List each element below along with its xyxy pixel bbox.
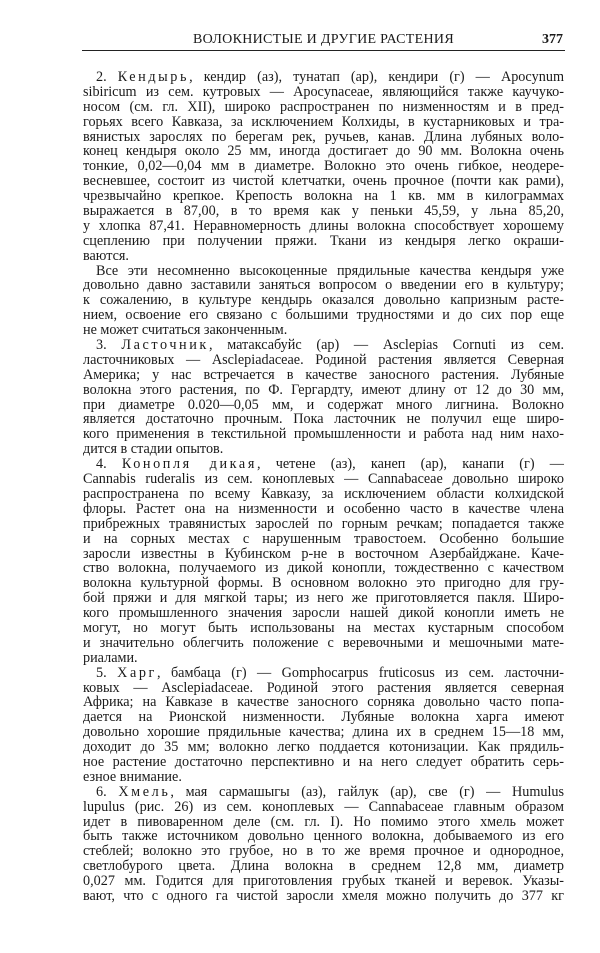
text-line [83,189,564,204]
text-line [83,398,564,413]
line-text: Африка; на Кавказе в качестве заносного сорняка довольно часто попа- [83,694,564,711]
text-line [83,636,564,651]
text-line [83,889,564,904]
line-text: кого применения в текстильной промышленности и работа над ним нахо- [83,426,564,443]
text-line [83,770,564,785]
text-line [83,472,564,487]
text-line [83,293,564,308]
plant-name: Харг [117,664,157,681]
line-text: ковых — Asclepiadaceae. Родиной этого растения является северная [83,679,564,696]
line-text: sibiricum из сем. кутровых — Apocynaceae, являющийся также каучуко- [83,83,564,100]
line-text: не может считаться законченным. [83,322,288,339]
text-line [83,561,564,576]
line-text: риалами. [83,649,138,666]
line-text: Все эти несомненно высокоценные прядильные качества кендыря уже [96,262,564,279]
line-text: кого промышленного значения заросли нашей дикой конопли иметь не [83,605,564,622]
text-line [83,383,564,398]
line-text: является достаточно прочным. Пока ласточник не получил еще широ- [83,411,564,428]
text-line [83,740,564,755]
text-line [83,100,564,115]
line-text: довольно давно заставили заняться вопросом о введении его в культуру; [83,277,564,294]
line-text: , четене (аз), канеп (ар), канапи (г) — [256,456,564,473]
line-text: lupulus (рис. 26) из сем. коноплевых — Cannabaceae главным образом [83,798,564,815]
text-line [83,621,564,636]
line-text: ваются. [83,247,129,264]
line-text: , кендир (аз), тунатап (ар), кендири (г) — Apocynum [189,69,564,85]
line-text: при диаметре 0.020—0,05 мм, и содержат много лигнина. Волокно [83,396,564,413]
text-line [83,844,564,859]
chapter-title: ВОЛОКНИСТЫЕ И ДРУГИЕ РАСТЕНИЯ [193,32,454,47]
text-line [83,829,564,844]
line-text: вянистых зарослях по берегам рек, ручьев, канав. Длина лубяных воло- [83,128,564,145]
line-text: быть также источником довольно ценного волокна, добываемого из его [83,828,564,845]
text-line [83,800,564,815]
line-text: прибрежных травянистых зарослей по горным речкам; попадается также [83,515,564,532]
line-text: ство волокна, получаемого из дикой конопли, тождественно с качеством [83,560,564,577]
text-line [83,159,564,174]
item-number: 6. [96,783,119,800]
line-text: езное внимание. [83,768,182,785]
text-line [83,606,564,621]
plant-name: Конопля дикая [121,456,257,473]
line-text: и на сорных местах с нарушенным травостоем. Особенно большие [83,530,564,547]
text-line [83,547,564,562]
text-line [83,323,564,338]
line-text: чрезвычайно крепкое. Крепость волокна на 1 кв. мм в килограммах [83,188,564,205]
text-line [83,755,564,770]
text-line [83,427,564,442]
text-line [83,130,564,145]
running-header [82,30,565,51]
line-text: дится в стадии опытов. [83,441,224,458]
line-text: , мая сармашыгы (аз), гайлук (ар), све (г) — Humulus [170,783,565,800]
plant-name: Хмель [118,783,171,800]
line-text: волокна этого растения, по Ф. Гергардту, имеют длину от 12 до 30 мм, [83,381,564,398]
line-text: конец кендыря около 25 мм, иногда достигает до 90 мм. Волокна очень [83,143,564,160]
text-line [83,353,564,368]
item-number: 5. [96,664,118,681]
line-text: выражается в 87,00, в то время как у пеньки 45,59, у льна 85,20, [83,203,564,220]
text-line [83,115,564,130]
page-number: 377 [542,32,563,47]
line-text: горьях всего Кавказа, за исключением Колхиды, в кустарниковых и тра- [83,113,564,130]
text-line [83,174,564,189]
text-line [83,219,564,234]
text-line [83,338,564,353]
text-line [83,859,564,874]
text-line [83,517,564,532]
item-number: 2. [96,69,118,85]
line-text: стеблей; волокно это грубое, но в то же время прочное и однородное, [83,843,564,860]
line-text: дается на Рионской низменности. Лубяные волокна харга имеют [83,709,564,726]
line-text: , бамбаца (г) — Gomphocarpus fruticosus из сем. ласточни- [156,664,564,681]
line-text: ное растение достаточно перспективно и на него следует обратить серь- [83,753,564,770]
text-line [83,815,564,830]
line-text: 0,027 мм. Годится для приготовления грубых тканей и веревок. Указы- [83,873,564,890]
line-text: , матаксабуйс (ар) — Asclepias Cornuti из сем. [208,337,564,354]
text-line [83,681,564,696]
text-line [83,576,564,591]
line-text: вают, что с одного га чистой заросли хмеля можно получить до 377 кг [83,887,564,904]
text-line [83,264,564,279]
line-text: могут, но могут быть использованы на местах кустарным способом [83,619,564,636]
line-text: сцеплению при получении пряжи. Ткани из кендыря легко окраши- [83,232,564,249]
line-text: к сожалению, в культуре кендырь оказался довольно капризным расте- [83,292,564,309]
text-line [83,144,564,159]
text-line [83,70,564,85]
text-line [83,785,564,800]
text-line [83,278,564,293]
plant-name: Ласточник [121,337,209,354]
line-text: у хлопка 87,41. Неравномерность длины волокна способствует хорошему [83,217,564,234]
text-line [83,651,564,666]
text-line [83,204,564,219]
line-text: идет в пивоваренном деле (см. гл. I). Но помимо этого хмель может [83,813,564,830]
line-text: довольно хорошие прядильные качества; длина их в среднем 15—18 мм, [83,724,564,741]
line-text: распространена по всему Кавказу, за исключением области колхидской [83,485,564,502]
line-text: и значительно облегчить положение с веревочными и мешочными мате- [83,634,564,651]
item-number: 3. [96,337,122,354]
line-text: светлобурого цвета. Длина волокна в среднем 12,8 мм, диаметр [83,858,564,875]
text-line [83,502,564,517]
text-line [83,710,564,725]
line-text: Cannabis ruderalis из сем. коноплевых — Cannabaceae довольно широко [83,471,564,488]
text-line [83,457,564,472]
body-text [83,70,564,904]
line-text: весневшее, состоит из чистой клетчатки, очень прочное (почти как рами), [83,173,564,190]
text-line [83,442,564,457]
text-line [83,666,564,681]
text-line [83,368,564,383]
line-text: носом (см. гл. XII), широко распространен по низменностям и в пред- [83,98,564,115]
text-line [83,487,564,502]
text-line [83,532,564,547]
line-text: бой пряжи и для мягкой тары; из него же приготовляется пакля. Широ- [83,590,564,607]
text-line [83,85,564,100]
text-line [83,874,564,889]
line-text: тонкие, 0,02—0,04 мм в диаметре. Волокно это очень гибкое, неодере- [83,158,564,175]
line-text: ласточниковых — Asclepiadaceae. Родиной растения является Северная [83,351,564,368]
text-line [83,412,564,427]
line-text: Америка; у нас встречается в качестве заносного растения. Лубяные [83,366,564,383]
line-text: заросли известны в Кубинском р-не в восточном Азербайджане. Каче- [83,545,564,562]
line-text: доходит до 35 мм; волокно легко поддается котонизации. Как прядиль- [83,739,564,756]
line-text: нием, освоение его связано с большими трудностями и до сих пор еще [83,307,564,324]
plant-name: Кендырь [117,69,190,85]
text-line [83,234,564,249]
text-line [83,725,564,740]
text-line [83,308,564,323]
text-line [83,695,564,710]
item-number: 4. [96,456,122,473]
text-line [83,591,564,606]
line-text: волокна культурной формы. В основном волокно это пригодно для гру- [83,575,564,592]
text-line [83,249,564,264]
line-text: флоры. Растет она на низменности и особенно часто в качестве члена [83,500,564,517]
